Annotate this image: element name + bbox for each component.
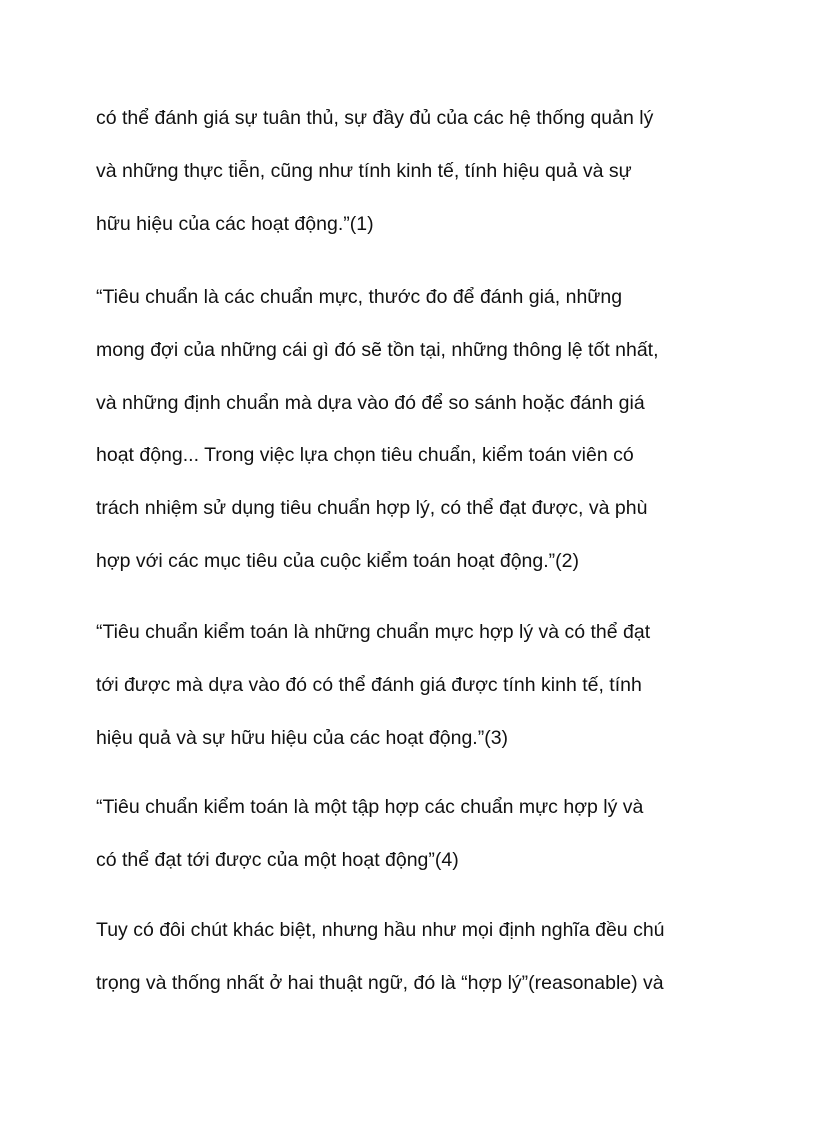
text-line: “Tiêu chuẩn là các chuẩn mực, thước đo để đánh giá, những — [96, 286, 623, 308]
text-line: mong đợi của những cái gì đó sẽ tồn tại, những thông lệ tốt nhất, — [96, 339, 659, 361]
text-line: hợp với các mục tiêu của cuộc kiểm toán hoạt động.”(2) — [96, 550, 579, 572]
text-line: và những định chuẩn mà dựa vào đó để so sánh hoặc đánh giá — [96, 392, 645, 414]
text-line: có thể đạt tới được của một hoạt động”(4) — [96, 849, 459, 871]
text-line: và những thực tiễn, cũng như tính kinh tế, tính hiệu quả và sự — [96, 160, 632, 182]
text-line: có thể đánh giá sự tuân thủ, sự đầy đủ của các hệ thống quản lý — [96, 107, 654, 129]
text-line: hoạt động... Trong việc lựa chọn tiêu chuẩn, kiểm toán viên có — [96, 444, 634, 466]
text-line: hữu hiệu của các hoạt động.”(1) — [96, 213, 374, 235]
text-line: Tuy có đôi chút khác biệt, nhưng hầu như mọi định nghĩa đều chú — [96, 919, 665, 941]
text-line: “Tiêu chuẩn kiểm toán là một tập hợp các chuẩn mực hợp lý và — [96, 796, 644, 818]
text-line: trọng và thống nhất ở hai thuật ngữ, đó là “hợp lý”(reasonable) và — [96, 972, 664, 994]
text-line: trách nhiệm sử dụng tiêu chuẩn hợp lý, có thể đạt được, và phù — [96, 497, 648, 519]
text-line: hiệu quả và sự hữu hiệu của các hoạt động.”(3) — [96, 727, 509, 749]
text-line: “Tiêu chuẩn kiểm toán là những chuẩn mực hợp lý và có thể đạt — [96, 621, 651, 643]
text-line: tới được mà dựa vào đó có thể đánh giá được tính kinh tế, tính — [96, 674, 642, 696]
